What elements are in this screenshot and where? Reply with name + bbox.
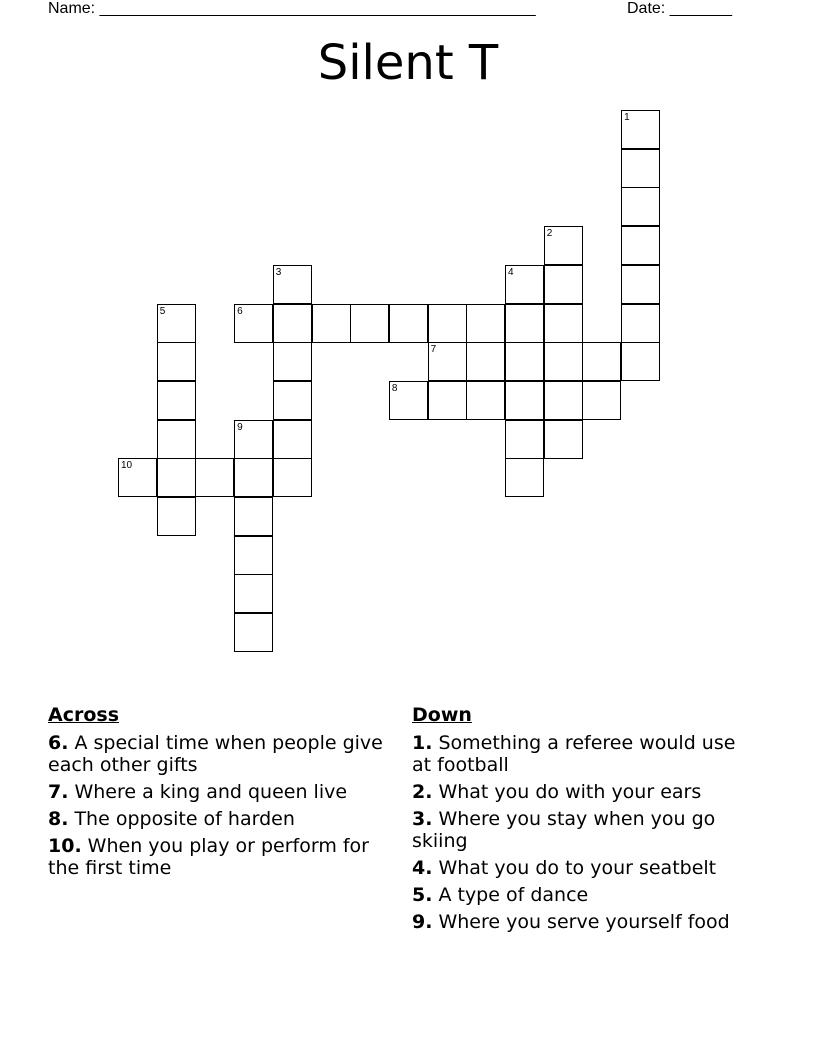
grid-cell[interactable]	[621, 226, 660, 265]
grid-cell[interactable]	[157, 304, 196, 343]
across-clue	[48, 835, 388, 879]
grid-cell[interactable]	[234, 304, 273, 343]
date-field[interactable]: Date: _______	[627, 0, 732, 17]
across-clue	[48, 781, 388, 803]
clue-text: A type of dance	[438, 884, 589, 906]
down-clue	[412, 808, 752, 852]
cell-number: 7	[430, 344, 437, 356]
cell-number: 1	[624, 112, 630, 123]
grid-cell[interactable]	[544, 304, 583, 343]
across-clues	[48, 703, 388, 884]
clue-number: 1.	[412, 732, 433, 754]
clue-number: 9.	[412, 911, 433, 933]
grid-cell[interactable]	[544, 265, 583, 304]
grid-cell[interactable]	[234, 497, 273, 536]
grid-cell[interactable]	[157, 458, 196, 497]
grid-cell[interactable]	[234, 458, 273, 497]
grid-cell[interactable]	[505, 342, 544, 381]
grid-cell[interactable]	[544, 226, 583, 265]
clue-number: 7.	[48, 781, 69, 803]
grid-cell[interactable]	[621, 110, 660, 149]
grid-cell[interactable]	[157, 342, 196, 381]
page-title: Silent T	[317, 35, 499, 91]
grid-cell[interactable]	[273, 265, 312, 304]
grid-cell[interactable]	[389, 304, 428, 343]
grid-cell[interactable]	[234, 536, 273, 575]
grid-cell[interactable]	[428, 304, 467, 343]
grid-cell[interactable]	[505, 381, 544, 420]
clue-number: 8.	[48, 808, 69, 830]
grid-cell[interactable]	[466, 381, 505, 420]
cell-number: 10	[121, 460, 133, 472]
grid-cell[interactable]	[621, 149, 660, 188]
cell-number: 6	[237, 305, 243, 317]
clue-text: What you do with your ears	[438, 781, 702, 803]
grid-cell[interactable]	[157, 420, 196, 459]
grid-cell[interactable]	[389, 381, 428, 420]
cell-number: 3	[275, 266, 282, 278]
down-clue	[412, 781, 752, 803]
clue-number: 3.	[412, 808, 433, 830]
across-heading: Across	[48, 704, 120, 726]
grid-cell[interactable]	[428, 342, 467, 381]
grid-cell[interactable]	[582, 381, 621, 420]
grid-cell[interactable]	[273, 304, 312, 343]
clue-text: When you play or perform for the first time	[48, 835, 369, 879]
clue-text: What you do to your seatbelt	[438, 857, 717, 879]
cell-number: 5	[159, 305, 166, 317]
cell-number: 8	[391, 382, 398, 394]
clue-number: 2.	[412, 781, 433, 803]
grid-cell[interactable]	[621, 342, 660, 381]
clue-text: Where you serve yourself food	[438, 911, 730, 933]
cell-number: 9	[237, 421, 243, 433]
grid-cell[interactable]	[505, 304, 544, 343]
clue-text: Where a king and queen live	[74, 781, 348, 803]
grid-cell[interactable]	[505, 458, 544, 497]
grid-cell[interactable]	[621, 187, 660, 226]
grid-cell[interactable]	[505, 265, 544, 304]
grid-cell[interactable]	[544, 381, 583, 420]
clue-number: 5.	[412, 884, 433, 906]
grid-cell[interactable]	[273, 420, 312, 459]
grid-cell[interactable]	[273, 381, 312, 420]
down-clue	[412, 857, 752, 879]
clue-text: A special time when people give each other gifts	[48, 732, 383, 776]
grid-cell[interactable]	[544, 342, 583, 381]
grid-cell[interactable]	[582, 342, 621, 381]
name-field[interactable]: Name: _________________________________________________	[48, 0, 536, 17]
clue-text: Something a referee would use at football	[412, 732, 736, 776]
grid-cell[interactable]	[621, 265, 660, 304]
grid-cell[interactable]	[195, 458, 234, 497]
grid-cell[interactable]	[544, 420, 583, 459]
down-heading: Down	[412, 704, 472, 726]
clue-number: 10.	[48, 835, 82, 857]
clue-number: 4.	[412, 857, 433, 879]
grid-cell[interactable]	[157, 497, 196, 536]
across-clue	[48, 732, 388, 776]
grid-cell[interactable]	[118, 458, 157, 497]
grid-cell[interactable]	[312, 304, 351, 343]
grid-cell[interactable]	[466, 342, 505, 381]
across-clue	[48, 808, 388, 830]
down-clue	[412, 732, 752, 776]
grid-cell[interactable]	[234, 613, 273, 652]
down-clue	[412, 911, 752, 933]
grid-cell[interactable]	[505, 420, 544, 459]
down-clue	[412, 884, 752, 906]
clue-text: Where you stay when you go skiing	[412, 808, 716, 852]
grid-cell[interactable]	[428, 381, 467, 420]
grid-cell[interactable]	[273, 342, 312, 381]
clue-text: The opposite of harden	[74, 808, 295, 830]
down-clues	[412, 703, 752, 938]
cell-number: 2	[546, 228, 553, 240]
cell-number: 4	[508, 266, 514, 278]
grid-cell[interactable]	[621, 304, 660, 343]
grid-cell[interactable]	[273, 458, 312, 497]
grid-cell[interactable]	[234, 420, 273, 459]
grid-cell[interactable]	[466, 304, 505, 343]
clue-number: 6.	[48, 732, 69, 754]
grid-cell[interactable]	[234, 574, 273, 613]
grid-cell[interactable]	[157, 381, 196, 420]
grid-cell[interactable]	[350, 304, 389, 343]
